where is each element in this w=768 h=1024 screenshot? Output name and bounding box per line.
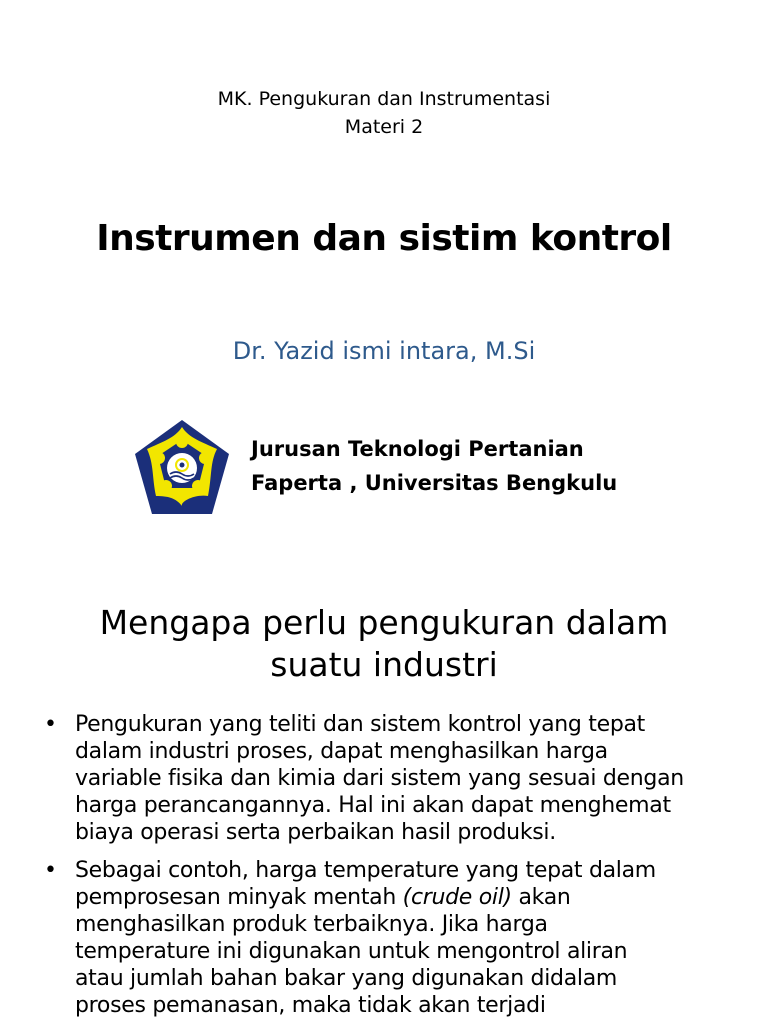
text-line: Sebagai contoh, harga temperature yang tepat dalam — [75, 858, 656, 883]
bullet-dot-icon: • — [44, 712, 57, 737]
crude-oil-term: (crude oil) — [402, 885, 512, 910]
heading-line: Mengapa perlu pengukuran dalam — [99, 603, 669, 642]
slide-heading — [0, 602, 768, 686]
text-line: variable fisika dan kimia dari sistem yang sesuai dengan — [75, 766, 684, 791]
university-seal-icon — [132, 418, 232, 518]
faculty-university: Faperta , Universitas Bengkulu — [251, 471, 618, 495]
bullet-item — [0, 857, 768, 1019]
bullet-list — [0, 711, 768, 1019]
author-name: Dr. Yazid ismi intara, M.Si — [232, 337, 536, 365]
text-line: biaya operasi serta perbaikan hasil produksi. — [75, 820, 556, 845]
text-line: proses pemanasan, maka tidak akan terjadi — [75, 993, 546, 1018]
bullet-dot-icon: • — [44, 858, 57, 883]
text-segment: akan — [511, 885, 571, 910]
text-line: atau jumlah bahan bakar yang digunakan didalam — [75, 966, 618, 991]
content-slide — [0, 568, 768, 1024]
heading-line: suatu industri — [270, 645, 498, 684]
text-line: dalam industri proses, dapat menghasilkan harga — [75, 739, 608, 764]
text-line: temperature ini digunakan untuk mengontrol aliran — [75, 939, 628, 964]
bullet-item — [0, 711, 768, 846]
text-segment: pemprosesan minyak mentah — [75, 885, 403, 910]
text-line: menghasilkan produk terbaiknya. Jika harga — [75, 912, 548, 937]
course-session: Materi 2 — [344, 116, 424, 138]
course-name: MK. Pengukuran dan Instrumentasi — [217, 88, 551, 110]
text-line — [75, 884, 744, 911]
department-name: Jurusan Teknologi Pertanian — [251, 437, 584, 461]
slide-title: Instrumen dan sistim kontrol — [96, 218, 672, 259]
text-line: Pengukuran yang teliti dan sistem kontrol yang tepat — [75, 712, 646, 737]
text-line: harga perancangannya. Hal ini akan dapat menghemat — [75, 793, 671, 818]
